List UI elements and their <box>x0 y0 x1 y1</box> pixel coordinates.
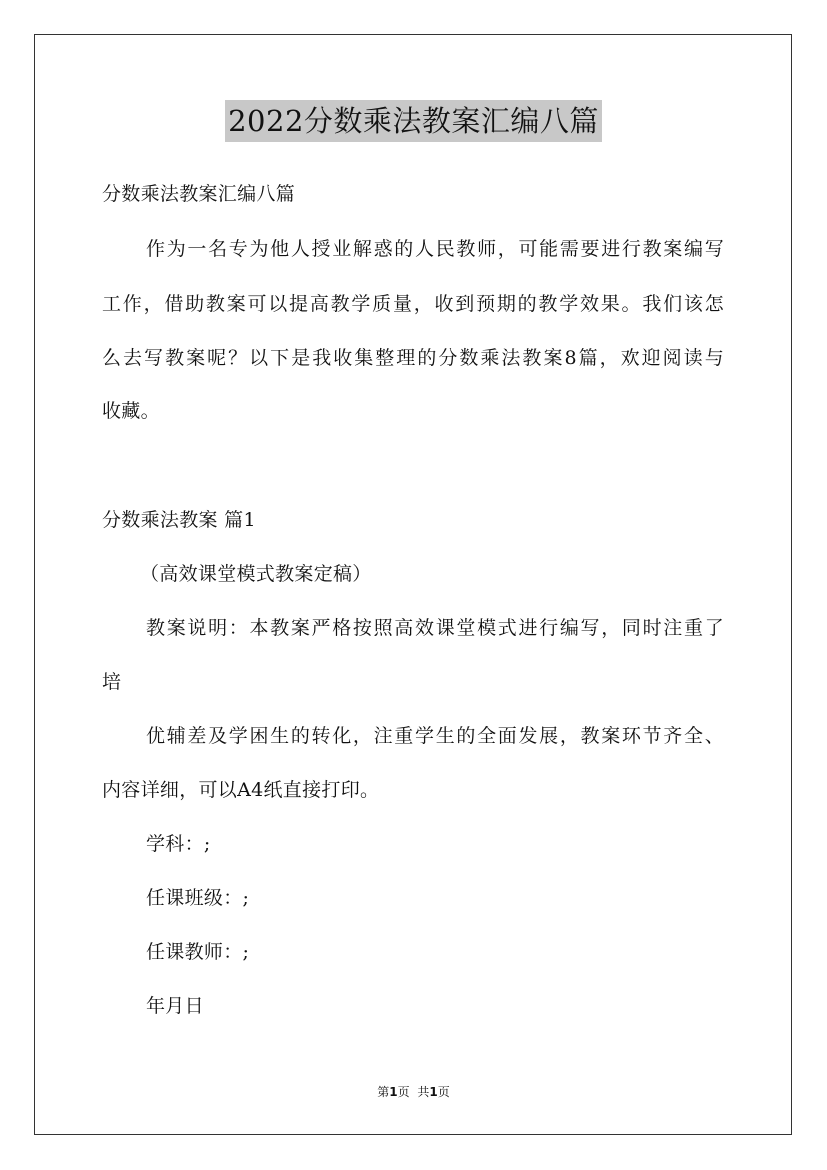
intro-line-3: 么去写教案呢？以下是我收集整理的分数乘法教案8篇，欢迎阅读与 <box>102 347 724 369</box>
field-teacher: 任课教师：; <box>146 941 250 963</box>
description-line-4: 内容详细，可以A4纸直接打印。 <box>102 779 380 801</box>
footer-total-suffix: 页 <box>437 1085 450 1099</box>
title-wrap <box>0 100 827 142</box>
section-heading: 分数乘法教案 篇1 <box>102 509 256 531</box>
description-line-2: 培 <box>102 671 122 693</box>
footer-total-number: 1 <box>429 1085 438 1099</box>
field-date: 年月日 <box>146 995 204 1017</box>
footer-total-prefix: 共 <box>417 1085 430 1099</box>
document-title: 2022分数乘法教案汇编八篇 <box>225 100 602 142</box>
footer-page-prefix: 第 <box>377 1085 390 1099</box>
description-line-3: 优辅差及学困生的转化，注重学生的全面发展，教案环节齐全、 <box>146 725 724 747</box>
section-note: （高效课堂模式教案定稿） <box>140 563 372 585</box>
intro-line-1: 作为一名专为他人授业解惑的人民教师，可能需要进行教案编写 <box>146 238 724 260</box>
intro-line-2: 工作，借助教案可以提高教学质量，收到预期的教学效果。我们该怎 <box>102 293 724 315</box>
page-footer <box>0 1084 827 1100</box>
footer-page-number: 1 <box>389 1085 398 1099</box>
footer-page-suffix: 页 <box>397 1085 410 1099</box>
field-class: 任课班级：; <box>146 887 250 909</box>
description-line-1: 教案说明：本教案严格按照高效课堂模式进行编写，同时注重了 <box>146 617 724 639</box>
field-subject: 学科：; <box>146 833 211 855</box>
document-subtitle: 分数乘法教案汇编八篇 <box>102 183 296 205</box>
intro-line-4: 收藏。 <box>102 400 160 422</box>
